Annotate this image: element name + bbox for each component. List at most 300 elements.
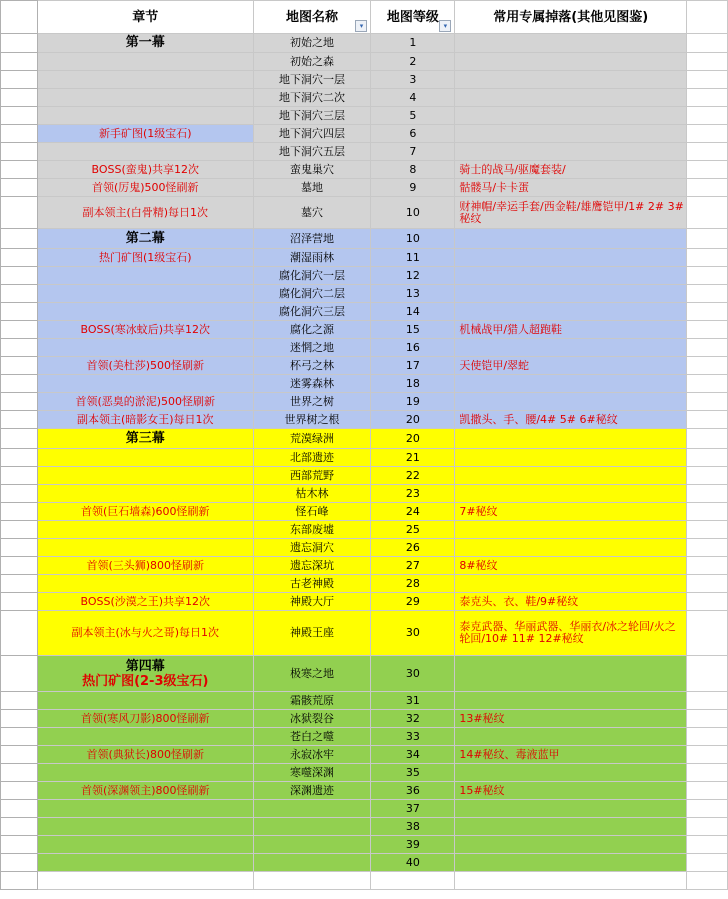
map-name-cell[interactable]	[253, 53, 371, 71]
map-level-cell[interactable]	[371, 449, 455, 467]
drops-cell[interactable]	[455, 71, 687, 89]
row-header-cell[interactable]	[1, 53, 38, 71]
drops-cell[interactable]	[455, 34, 687, 53]
map-name-cell[interactable]	[253, 71, 371, 89]
map-name-cell[interactable]	[253, 229, 371, 249]
map-name-cell[interactable]	[253, 557, 371, 575]
table-row	[1, 800, 728, 818]
chapter-cell[interactable]	[37, 539, 253, 557]
map-name-cell[interactable]	[253, 485, 371, 503]
extra-column-cell[interactable]	[687, 143, 728, 161]
chapter-text: 首领(恶臭的淤泥)500怪刷新	[75, 394, 216, 408]
chapter-cell[interactable]	[37, 179, 253, 197]
map-name-cell[interactable]	[253, 339, 371, 357]
map-name-text: 世界树之根	[284, 412, 340, 426]
row-header-cell[interactable]	[1, 249, 38, 267]
drops-cell[interactable]	[455, 818, 687, 836]
extra-column-cell[interactable]	[687, 746, 728, 764]
map-name-text: 腐化洞穴三层	[279, 304, 346, 318]
row-header-corner[interactable]	[1, 1, 38, 34]
chapter-cell[interactable]	[37, 782, 253, 800]
empty-cell[interactable]	[687, 872, 728, 890]
drops-cell[interactable]	[455, 321, 687, 339]
map-level-cell[interactable]	[371, 125, 455, 143]
map-level-cell[interactable]	[371, 161, 455, 179]
drops-cell[interactable]	[455, 854, 687, 872]
chapter-cell[interactable]	[37, 746, 253, 764]
extra-column-cell[interactable]	[687, 728, 728, 746]
extra-column-cell[interactable]	[687, 557, 728, 575]
drops-cell[interactable]	[455, 229, 687, 249]
row-header-cell[interactable]	[1, 692, 38, 710]
drops-cell[interactable]	[455, 593, 687, 611]
map-level-cell[interactable]	[371, 656, 455, 692]
row-header-cell[interactable]	[1, 710, 38, 728]
map-level-cell[interactable]	[371, 692, 455, 710]
extra-column-cell[interactable]	[687, 267, 728, 285]
row-header-cell[interactable]	[1, 836, 38, 854]
chapter-cell[interactable]	[37, 575, 253, 593]
drops-cell[interactable]	[455, 503, 687, 521]
drops-cell[interactable]	[455, 764, 687, 782]
map-level-cell[interactable]	[371, 521, 455, 539]
map-level-cell[interactable]	[371, 728, 455, 746]
extra-column-cell[interactable]	[687, 161, 728, 179]
map-level-cell[interactable]	[371, 339, 455, 357]
drops-cell[interactable]	[455, 429, 687, 449]
chapter-cell[interactable]	[37, 249, 253, 267]
drops-cell[interactable]	[455, 143, 687, 161]
map-level-cell[interactable]	[371, 429, 455, 449]
empty-cell[interactable]	[37, 872, 253, 890]
chapter-text: 首领(深渊领主)800怪刷新	[80, 783, 210, 797]
chapter-cell[interactable]	[37, 375, 253, 393]
row-header-cell[interactable]	[1, 800, 38, 818]
extra-column-cell[interactable]	[687, 521, 728, 539]
header-chapter[interactable]	[37, 1, 253, 34]
filter-dropdown-icon[interactable]: ▾	[439, 20, 451, 32]
drops-cell[interactable]	[455, 800, 687, 818]
map-level-cell[interactable]	[371, 107, 455, 125]
drops-cell[interactable]	[455, 656, 687, 692]
drops-cell[interactable]	[455, 267, 687, 285]
extra-column-cell[interactable]	[687, 339, 728, 357]
chapter-text: 首领(巨石墙森)600怪刷新	[80, 504, 210, 518]
map-level-cell[interactable]	[371, 285, 455, 303]
map-name-cell[interactable]	[253, 800, 371, 818]
row-header-cell[interactable]	[1, 303, 38, 321]
table-row	[1, 503, 728, 521]
map-level-cell[interactable]	[371, 485, 455, 503]
chapter-cell[interactable]	[37, 593, 253, 611]
chapter-cell[interactable]	[37, 485, 253, 503]
drops-cell[interactable]	[455, 53, 687, 71]
map-level-cell[interactable]	[371, 782, 455, 800]
row-header-cell[interactable]	[1, 197, 38, 229]
map-level-cell[interactable]	[371, 34, 455, 53]
map-level-text: 36	[405, 783, 420, 797]
row-header-cell[interactable]	[1, 782, 38, 800]
chapter-cell[interactable]	[37, 53, 253, 71]
chapter-cell[interactable]	[37, 161, 253, 179]
row-header-cell[interactable]	[1, 107, 38, 125]
map-level-text: 29	[405, 594, 420, 608]
chapter-cell[interactable]	[37, 692, 253, 710]
extra-column-cell[interactable]	[687, 449, 728, 467]
extra-column-cell[interactable]	[687, 818, 728, 836]
map-level-cell[interactable]	[371, 229, 455, 249]
chapter-cell[interactable]	[37, 467, 253, 485]
map-name-cell[interactable]	[253, 539, 371, 557]
header-map-level[interactable]	[371, 1, 455, 34]
map-name-cell[interactable]	[253, 125, 371, 143]
extra-column-cell[interactable]	[687, 467, 728, 485]
chapter-cell[interactable]	[37, 800, 253, 818]
map-level-cell[interactable]	[371, 267, 455, 285]
extra-column-cell[interactable]	[687, 393, 728, 411]
map-name-cell[interactable]	[253, 249, 371, 267]
drops-cell[interactable]	[455, 836, 687, 854]
map-level-cell[interactable]	[371, 710, 455, 728]
drops-cell[interactable]	[455, 539, 687, 557]
row-header-cell[interactable]	[1, 71, 38, 89]
chapter-cell[interactable]	[37, 285, 253, 303]
map-name-cell[interactable]	[253, 593, 371, 611]
map-name-cell[interactable]	[253, 375, 371, 393]
map-name-cell[interactable]	[253, 429, 371, 449]
row-header-cell[interactable]	[1, 728, 38, 746]
map-name-cell[interactable]	[253, 411, 371, 429]
row-header-cell[interactable]	[1, 179, 38, 197]
drops-cell[interactable]	[455, 557, 687, 575]
map-level-text: 7	[409, 144, 417, 158]
extra-column-cell[interactable]	[687, 303, 728, 321]
chapter-cell[interactable]	[37, 728, 253, 746]
extra-column-cell[interactable]	[687, 593, 728, 611]
drops-cell[interactable]	[455, 521, 687, 539]
map-name-cell[interactable]	[253, 357, 371, 375]
extra-column-cell[interactable]	[687, 1, 728, 34]
table-row	[1, 285, 728, 303]
map-name-cell[interactable]	[253, 710, 371, 728]
row-header-cell[interactable]	[1, 575, 38, 593]
row-header-cell[interactable]	[1, 764, 38, 782]
row-header-cell[interactable]	[1, 467, 38, 485]
drops-cell[interactable]	[455, 303, 687, 321]
table-row	[1, 449, 728, 467]
chapter-cell[interactable]	[37, 611, 253, 656]
extra-column-cell[interactable]	[687, 411, 728, 429]
row-header-cell[interactable]	[1, 285, 38, 303]
map-level-cell[interactable]	[371, 411, 455, 429]
map-level-cell[interactable]	[371, 764, 455, 782]
map-level-cell[interactable]	[371, 818, 455, 836]
map-name-cell[interactable]	[253, 321, 371, 339]
map-level-cell[interactable]	[371, 503, 455, 521]
map-level-cell[interactable]	[371, 611, 455, 656]
chapter-cell[interactable]	[37, 229, 253, 249]
extra-column-cell[interactable]	[687, 249, 728, 267]
drops-cell[interactable]	[455, 449, 687, 467]
row-header-cell[interactable]	[1, 854, 38, 872]
map-name-cell[interactable]	[253, 728, 371, 746]
row-header-cell[interactable]	[1, 161, 38, 179]
row-header-cell[interactable]	[1, 267, 38, 285]
extra-column-cell[interactable]	[687, 429, 728, 449]
row-header-cell[interactable]	[1, 393, 38, 411]
map-name-cell[interactable]	[253, 764, 371, 782]
row-header-cell[interactable]	[1, 375, 38, 393]
drops-cell[interactable]	[455, 375, 687, 393]
map-level-cell[interactable]	[371, 854, 455, 872]
extra-column-cell[interactable]	[687, 89, 728, 107]
map-level-cell[interactable]	[371, 89, 455, 107]
drops-cell[interactable]	[455, 125, 687, 143]
chapter-cell[interactable]	[37, 339, 253, 357]
row-header-cell[interactable]	[1, 229, 38, 249]
chapter-cell[interactable]	[37, 764, 253, 782]
chapter-cell[interactable]	[37, 449, 253, 467]
chapter-cell[interactable]	[37, 393, 253, 411]
chapter-subtitle: 热门矿图(2-3级宝石)	[82, 673, 209, 689]
map-level-cell[interactable]	[371, 393, 455, 411]
extra-column-cell[interactable]	[687, 125, 728, 143]
map-name-cell[interactable]	[253, 285, 371, 303]
drops-cell[interactable]	[455, 197, 687, 229]
extra-column-cell[interactable]	[687, 854, 728, 872]
row-header-cell[interactable]	[1, 143, 38, 161]
map-level-cell[interactable]	[371, 539, 455, 557]
map-level-cell[interactable]	[371, 746, 455, 764]
chapter-cell[interactable]	[37, 267, 253, 285]
map-name-cell[interactable]	[253, 467, 371, 485]
extra-column-cell[interactable]	[687, 179, 728, 197]
row-header-cell[interactable]	[1, 34, 38, 53]
drops-cell[interactable]	[455, 89, 687, 107]
extra-column-cell[interactable]	[687, 357, 728, 375]
map-name-text: 迷雾森林	[290, 376, 335, 390]
extra-column-cell[interactable]	[687, 285, 728, 303]
map-name-cell[interactable]	[253, 836, 371, 854]
map-level-cell[interactable]	[371, 593, 455, 611]
drops-cell[interactable]	[455, 467, 687, 485]
row-header-cell[interactable]	[1, 429, 38, 449]
row-header-cell[interactable]	[1, 746, 38, 764]
map-name-cell[interactable]	[253, 818, 371, 836]
chapter-cell[interactable]	[37, 89, 253, 107]
extra-column-cell[interactable]	[687, 71, 728, 89]
map-level-cell[interactable]	[371, 467, 455, 485]
row-header-cell[interactable]	[1, 872, 38, 890]
drops-text: 8#秘纹	[459, 558, 498, 572]
map-name-cell[interactable]	[253, 267, 371, 285]
drops-cell[interactable]	[455, 692, 687, 710]
map-level-cell[interactable]	[371, 321, 455, 339]
chapter-cell[interactable]	[37, 818, 253, 836]
chapter-cell[interactable]	[37, 197, 253, 229]
row-header-cell[interactable]	[1, 485, 38, 503]
row-header-cell[interactable]	[1, 339, 38, 357]
map-name-text: 霜骸荒原	[290, 693, 335, 707]
row-header-cell[interactable]	[1, 125, 38, 143]
filter-dropdown-icon[interactable]: ▾	[355, 20, 367, 32]
map-level-text: 34	[405, 747, 420, 761]
chapter-cell[interactable]	[37, 125, 253, 143]
map-level-cell[interactable]	[371, 375, 455, 393]
extra-column-cell[interactable]	[687, 710, 728, 728]
map-level-cell[interactable]	[371, 143, 455, 161]
chapter-cell[interactable]	[37, 429, 253, 449]
chapter-cell[interactable]	[37, 836, 253, 854]
table-row	[1, 818, 728, 836]
extra-column-cell[interactable]	[687, 575, 728, 593]
map-level-text: 1	[409, 36, 417, 49]
map-level-cell[interactable]	[371, 557, 455, 575]
header-map-name[interactable]	[253, 1, 371, 34]
table-row	[1, 485, 728, 503]
table-row	[1, 71, 728, 89]
row-header-cell[interactable]	[1, 411, 38, 429]
chapter-cell[interactable]	[37, 710, 253, 728]
drops-cell[interactable]	[455, 611, 687, 656]
extra-column-cell[interactable]	[687, 197, 728, 229]
map-name-cell[interactable]	[253, 161, 371, 179]
drops-cell[interactable]	[455, 249, 687, 267]
map-name-cell[interactable]	[253, 34, 371, 53]
map-name-cell[interactable]	[253, 611, 371, 656]
map-level-cell[interactable]	[371, 249, 455, 267]
header-drops[interactable]	[455, 1, 687, 34]
map-name-cell[interactable]	[253, 89, 371, 107]
map-name-cell[interactable]	[253, 107, 371, 125]
row-header-cell[interactable]	[1, 818, 38, 836]
extra-column-cell[interactable]	[687, 503, 728, 521]
extra-column-cell[interactable]	[687, 800, 728, 818]
map-name-cell[interactable]	[253, 303, 371, 321]
map-level-text: 31	[405, 693, 420, 707]
row-header-cell[interactable]	[1, 593, 38, 611]
map-name-cell[interactable]	[253, 521, 371, 539]
chapter-cell[interactable]	[37, 411, 253, 429]
extra-column-cell[interactable]	[687, 611, 728, 656]
row-header-cell[interactable]	[1, 357, 38, 375]
map-name-text: 腐化洞穴二层	[279, 286, 346, 300]
drops-cell[interactable]	[455, 179, 687, 197]
map-name-cell[interactable]	[253, 656, 371, 692]
extra-column-cell[interactable]	[687, 321, 728, 339]
drops-cell[interactable]	[455, 357, 687, 375]
row-header-cell[interactable]	[1, 539, 38, 557]
map-level-cell[interactable]	[371, 800, 455, 818]
drops-cell[interactable]	[455, 161, 687, 179]
drops-cell[interactable]	[455, 710, 687, 728]
extra-column-cell[interactable]	[687, 485, 728, 503]
empty-cell[interactable]	[253, 872, 371, 890]
extra-column-cell[interactable]	[687, 656, 728, 692]
row-header-cell[interactable]	[1, 521, 38, 539]
chapter-cell[interactable]	[37, 357, 253, 375]
drops-cell[interactable]	[455, 285, 687, 303]
drops-cell[interactable]	[455, 393, 687, 411]
empty-cell[interactable]	[371, 872, 455, 890]
extra-column-cell[interactable]	[687, 782, 728, 800]
chapter-cell[interactable]	[37, 107, 253, 125]
chapter-text: BOSS(寒冰蚊后)共享12次	[80, 322, 211, 336]
drops-cell[interactable]	[455, 107, 687, 125]
extra-column-cell[interactable]	[687, 229, 728, 249]
map-name-cell[interactable]	[253, 197, 371, 229]
map-name-cell[interactable]	[253, 854, 371, 872]
chapter-cell[interactable]	[37, 557, 253, 575]
chapter-cell[interactable]	[37, 521, 253, 539]
row-header-cell[interactable]	[1, 503, 38, 521]
map-level-cell[interactable]	[371, 197, 455, 229]
drops-cell[interactable]	[455, 746, 687, 764]
drops-cell[interactable]	[455, 728, 687, 746]
chapter-cell[interactable]	[37, 854, 253, 872]
map-name-cell[interactable]	[253, 782, 371, 800]
map-level-cell[interactable]	[371, 179, 455, 197]
extra-column-cell[interactable]	[687, 692, 728, 710]
map-level-cell[interactable]	[371, 357, 455, 375]
row-header-cell[interactable]	[1, 557, 38, 575]
drops-cell[interactable]	[455, 339, 687, 357]
map-name-cell[interactable]	[253, 503, 371, 521]
row-header-cell[interactable]	[1, 89, 38, 107]
chapter-cell[interactable]	[37, 656, 253, 692]
table-row	[1, 836, 728, 854]
map-name-cell[interactable]	[253, 143, 371, 161]
chapter-cell[interactable]	[37, 71, 253, 89]
chapter-cell[interactable]	[37, 321, 253, 339]
map-name-cell[interactable]	[253, 692, 371, 710]
map-level-cell[interactable]	[371, 71, 455, 89]
row-header-cell[interactable]	[1, 449, 38, 467]
extra-column-cell[interactable]	[687, 539, 728, 557]
map-level-cell[interactable]	[371, 53, 455, 71]
row-header-cell[interactable]	[1, 656, 38, 692]
map-level-cell[interactable]	[371, 303, 455, 321]
chapter-text: BOSS(沙漠之王)共享12次	[80, 594, 211, 608]
extra-column-cell[interactable]	[687, 53, 728, 71]
extra-column-cell[interactable]	[687, 375, 728, 393]
map-name-cell[interactable]	[253, 179, 371, 197]
chapter-cell[interactable]	[37, 303, 253, 321]
empty-cell[interactable]	[455, 872, 687, 890]
extra-column-cell[interactable]	[687, 764, 728, 782]
extra-column-cell[interactable]	[687, 836, 728, 854]
row-header-cell[interactable]	[1, 321, 38, 339]
chapter-cell[interactable]	[37, 34, 253, 53]
map-name-cell[interactable]	[253, 449, 371, 467]
drops-cell[interactable]	[455, 575, 687, 593]
chapter-cell[interactable]	[37, 503, 253, 521]
drops-cell[interactable]	[455, 485, 687, 503]
map-level-cell[interactable]	[371, 836, 455, 854]
table-row	[1, 521, 728, 539]
drops-cell[interactable]	[455, 411, 687, 429]
map-name-cell[interactable]	[253, 393, 371, 411]
map-level-text: 33	[405, 729, 420, 743]
map-level-cell[interactable]	[371, 575, 455, 593]
extra-column-cell[interactable]	[687, 34, 728, 53]
drops-cell[interactable]	[455, 782, 687, 800]
map-name-cell[interactable]	[253, 746, 371, 764]
extra-column-cell[interactable]	[687, 107, 728, 125]
chapter-cell[interactable]	[37, 143, 253, 161]
row-header-cell[interactable]	[1, 611, 38, 656]
map-name-cell[interactable]	[253, 575, 371, 593]
